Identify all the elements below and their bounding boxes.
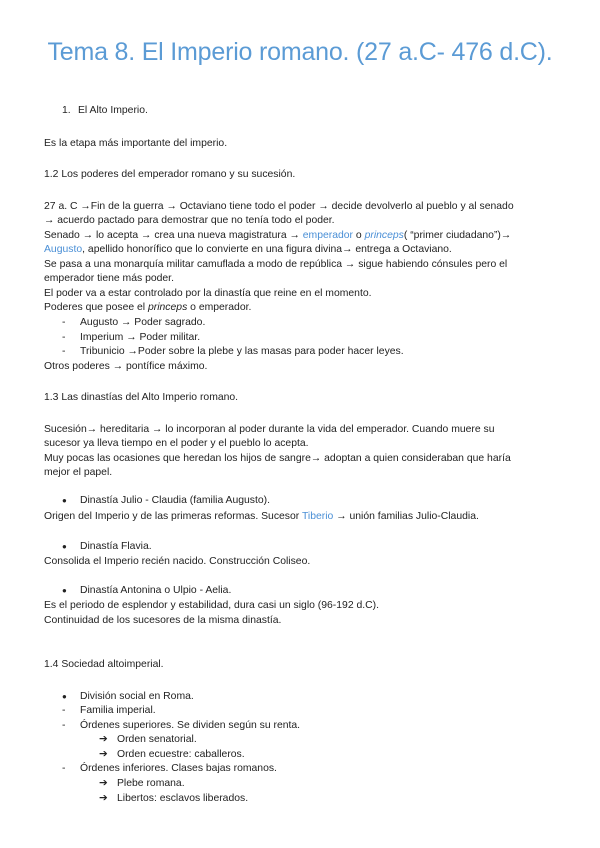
princeps-term: princeps: [147, 302, 188, 313]
list-item: Imperium → Poder militar.: [80, 332, 201, 343]
emperador-term: emperador: [302, 230, 354, 241]
dynasty-heading: Dinastía Julio - Claudia (familia Augusto).: [80, 495, 271, 506]
text-segment: o: [353, 230, 365, 241]
dash-marker: -: [62, 720, 66, 731]
section-1-2-heading: 1.2 Los poderes del emperador romano y su sucesión.: [44, 169, 296, 180]
list-item: Órdenes superiores. Se dividen según su renta.: [80, 720, 301, 731]
paragraph-line: Muy pocas las ocasiones que heredan los hijos de sangre→ adoptan a quien consideraban que haría: [44, 453, 511, 464]
princeps-term: princeps: [364, 230, 404, 241]
text-segment: → unión familias Julio-Claudia.: [333, 511, 479, 522]
paragraph-line: → acuerdo pactado para demostrar que no tenía todo el poder.: [44, 215, 335, 226]
text-segment: ( “primer ciudadano”)→: [403, 230, 512, 241]
list-item: Plebe romana.: [117, 778, 185, 789]
bullet-marker: ●: [62, 586, 67, 595]
arrow-marker: ➔: [99, 778, 108, 789]
intro-text: Es la etapa más importante del imperio.: [44, 138, 228, 149]
paragraph-line: Consolida el Imperio recién nacido. Construcción Coliseo.: [44, 556, 311, 567]
paragraph-line: [44, 243, 452, 257]
paragraph-line: Es el periodo de esplendor y estabilidad, dura casi un siglo (96-192 d.C).: [44, 600, 380, 611]
arrow-marker: ➔: [99, 734, 108, 745]
paragraph-line: Se pasa a una monarquía militar camuflada a modo de república → sigue habiendo cónsules pero el: [44, 259, 508, 270]
paragraph-line: sucesor ya lleva tiempo en el poder y el pueblo lo acepta.: [44, 438, 309, 449]
paragraph-line: Sucesión→ hereditaria → lo incorporan al poder durante la vida del emperador. Cuando muere su: [44, 424, 495, 435]
page-title: Tema 8. El Imperio romano. (27 a.C- 476 d.C).: [47, 38, 553, 66]
paragraph-line: 27 a. C →Fin de la guerra → Octaviano tiene todo el poder → decide devolverlo al pueblo y al senado: [44, 201, 514, 212]
dash-marker: -: [62, 346, 66, 357]
dash-marker: -: [62, 705, 66, 716]
dash-marker: -: [62, 332, 66, 343]
paragraph-line: [44, 301, 251, 315]
paragraph-line: emperador tiene más poder.: [44, 273, 174, 284]
arrow-marker: ➔: [99, 749, 108, 760]
augusto-term: Augusto: [44, 244, 83, 255]
section-1-4-heading: 1.4 Sociedad altoimperial.: [44, 659, 164, 670]
tiberio-term: Tiberio: [301, 511, 334, 522]
section-1-number: 1.: [62, 105, 71, 116]
text-segment: Origen del Imperio y de las primeras reformas. Sucesor: [44, 511, 302, 522]
dynasty-heading: Dinastía Flavia.: [80, 541, 152, 552]
list-item: Orden senatorial.: [117, 734, 197, 745]
paragraph-line: [44, 510, 479, 524]
paragraph-line: El poder va a estar controlado por la dinastía que reine en el momento.: [44, 288, 372, 299]
list-item: Familia imperial.: [80, 705, 156, 716]
text-segment: Senado → lo acepta → crea una nueva magistratura →: [44, 230, 303, 241]
section-1-heading: El Alto Imperio.: [78, 105, 148, 116]
list-item: Tribunicio →Poder sobre la plebe y las masas para poder hacer leyes.: [80, 346, 404, 357]
paragraph-line: Continuidad de los sucesores de la misma dinastía.: [44, 615, 282, 626]
section-1-3-heading: 1.3 Las dinastías del Alto Imperio romano.: [44, 392, 239, 403]
bullet-marker: ●: [62, 496, 67, 505]
paragraph-line: [44, 229, 511, 243]
text-segment: o emperador.: [187, 302, 252, 313]
dash-marker: -: [62, 763, 66, 774]
dash-marker: -: [62, 317, 66, 328]
dynasty-heading: Dinastía Antonina o Ulpio - Aelia.: [80, 585, 232, 596]
arrow-marker: ➔: [99, 793, 108, 804]
bullet-marker: ●: [62, 542, 67, 551]
paragraph-line: Otros poderes → pontífice máximo.: [44, 361, 208, 372]
list-item: Orden ecuestre: caballeros.: [117, 749, 245, 760]
text-segment: , apellido honorífico que lo convierte en una figura divina→ entrega a Octaviano.: [82, 244, 452, 255]
paragraph-line: mejor el papel.: [44, 467, 113, 478]
list-item: Augusto → Poder sagrado.: [80, 317, 206, 328]
bullet-marker: ●: [62, 692, 67, 701]
text-segment: Poderes que posee el: [44, 302, 148, 313]
list-item: Órdenes inferiores. Clases bajas romanos.: [80, 763, 277, 774]
list-item: División social en Roma.: [80, 691, 194, 702]
list-item: Libertos: esclavos liberados.: [117, 793, 249, 804]
